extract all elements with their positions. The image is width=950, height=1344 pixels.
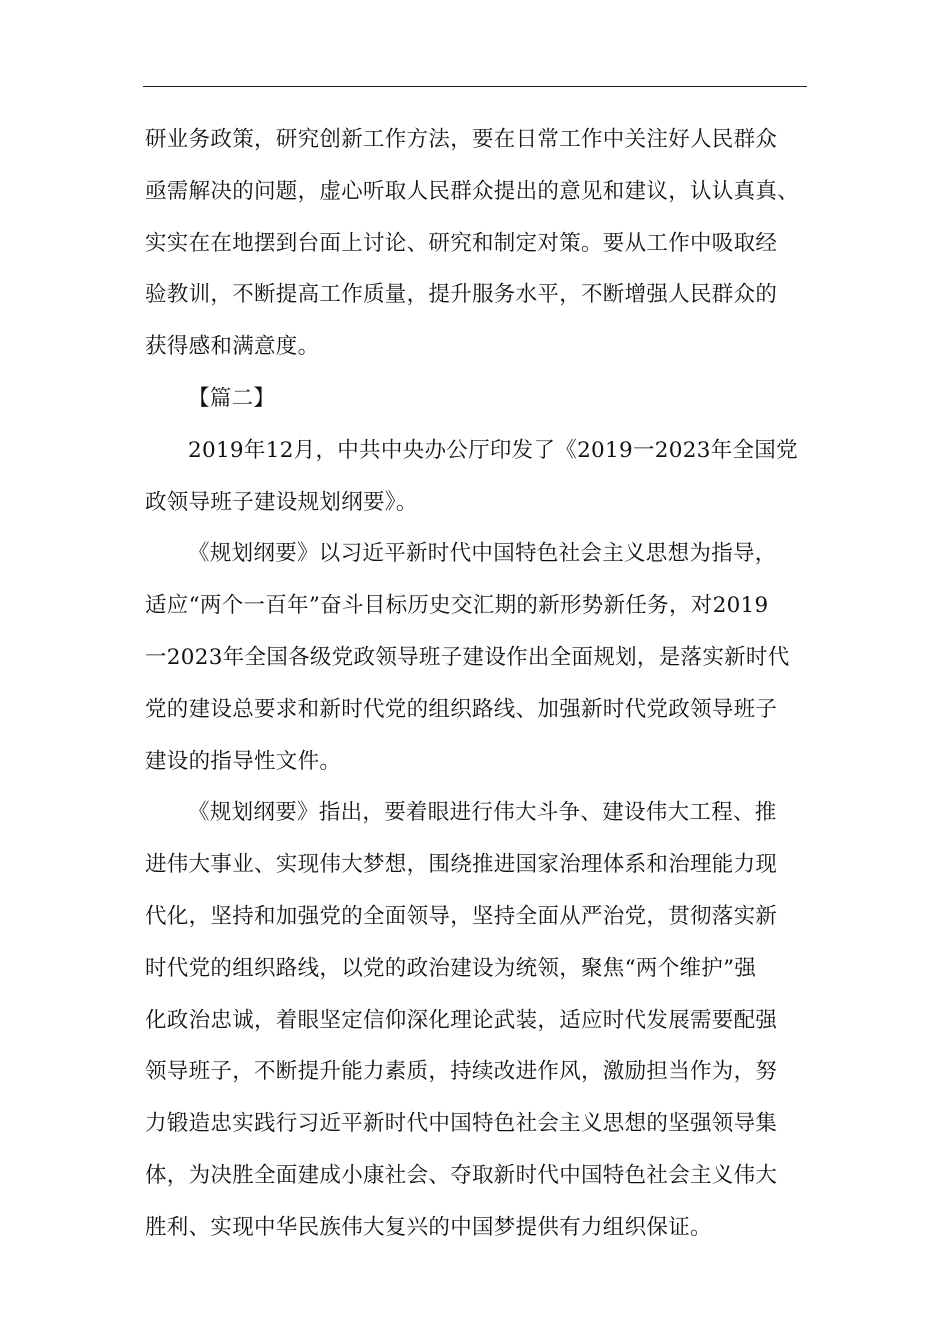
- text-line: 【篇二】: [188, 385, 276, 411]
- text-line: 胜利、实现中华民族伟大复兴的中国梦提供有力组织保证。: [145, 1214, 712, 1240]
- text-line: 时代党的组织路线，以党的政治建设为统领，聚焦“两个维护”强: [145, 955, 757, 981]
- text-line: 党的建设总要求和新时代党的组织路线、加强新时代党政领导班子: [145, 696, 778, 722]
- text-line: 亟需解决的问题，虚心听取人民群众提出的意见和建议，认认真真、: [145, 178, 800, 204]
- text-line: 实实在在地摆到台面上讨论、研究和制定对策。要从工作中吸取经: [145, 230, 778, 256]
- text-line: 一2023年全国各级党政领导班子建设作出全面规划，是落实新时代: [145, 644, 790, 670]
- text-line: 化政治忠诚，着眼坚定信仰深化理论武装，适应时代发展需要配强: [145, 1007, 778, 1033]
- text-line: 体，为决胜全面建成小康社会、夺取新时代中国特色社会主义伟大: [145, 1162, 778, 1188]
- text-line: 政领导班子建设规划纲要》。: [145, 489, 418, 515]
- document-body: [145, 114, 825, 1254]
- text-line: 适应“两个一百年”奋斗目标历史交汇期的新形势新任务，对2019: [145, 593, 769, 619]
- text-line: 2019年12月，中共中央办公厅印发了《2019一2023年全国党: [188, 437, 798, 463]
- text-line: 获得感和满意度。: [145, 334, 320, 360]
- text-line: 代化，坚持和加强党的全面领导，坚持全面从严治党，贯彻落实新: [145, 903, 778, 929]
- text-line: 进伟大事业、实现伟大梦想，围绕推进国家治理体系和治理能力现: [145, 852, 778, 878]
- text-line: 《规划纲要》指出，要着眼进行伟大斗争、建设伟大工程、推: [188, 800, 777, 826]
- text-line: 力锻造忠实践行习近平新时代中国特色社会主义思想的坚强领导集: [145, 1111, 778, 1137]
- text-line: 研业务政策，研究创新工作方法，要在日常工作中关注好人民群众: [145, 127, 778, 152]
- text-line: 领导班子，不断提升能力素质，持续改进作风，激励担当作为，努: [145, 1059, 778, 1085]
- text-line: 建设的指导性文件。: [145, 748, 342, 774]
- header-rule: [143, 86, 807, 87]
- text-line: 《规划纲要》以习近平新时代中国特色社会主义思想为指导，: [188, 541, 777, 567]
- text-line: 验教训，不断提高工作质量，提升服务水平，不断增强人民群众的: [145, 282, 778, 308]
